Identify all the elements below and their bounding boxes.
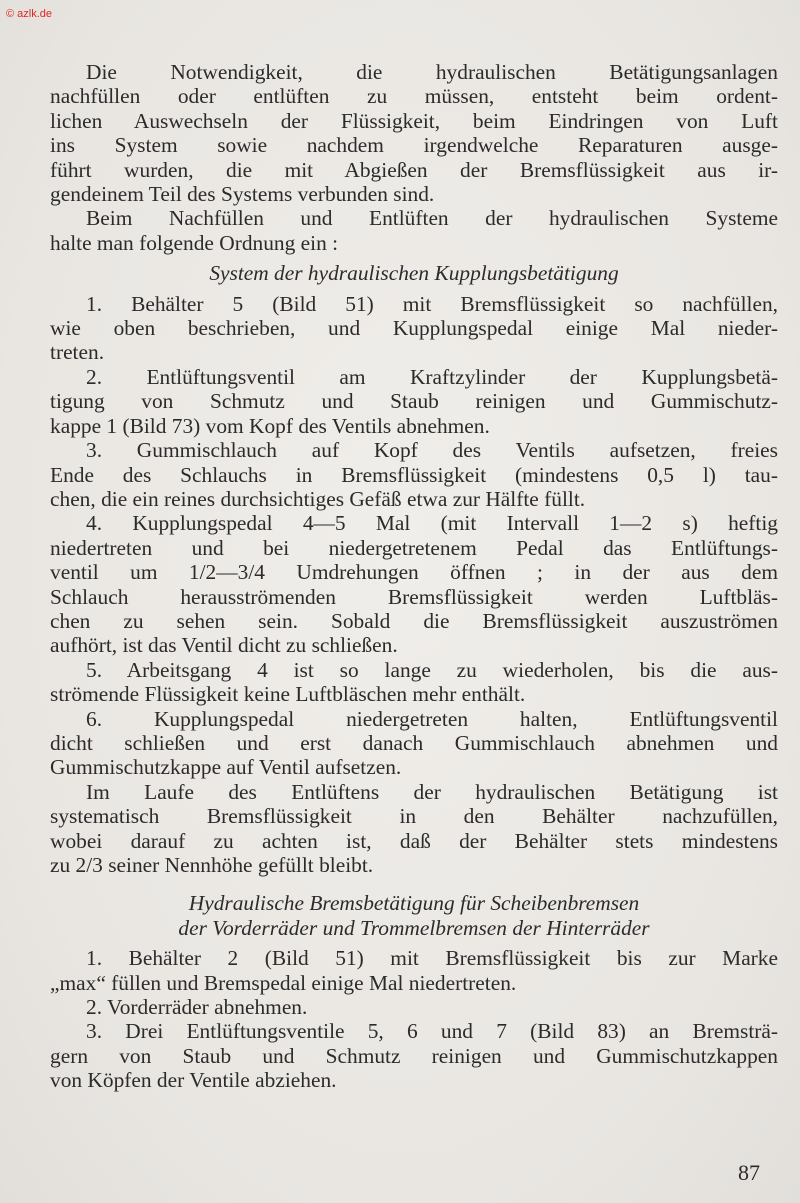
brake-step-1 [50, 946, 778, 995]
text-line: von Köpfen der Ventile abziehen. [50, 1068, 337, 1093]
clutch-step-2 [50, 365, 778, 438]
text-line: systematisch Bremsflüssigkeit in den Behälter nachzufüllen, [50, 804, 778, 829]
text-line: Die Notwendigkeit, die hydraulischen Betätigungsanlagen [86, 60, 778, 84]
text-line: führt wurden, die mit Abgießen der Bremsflüssigkeit aus ir- [50, 157, 778, 182]
clutch-step-6 [50, 707, 778, 780]
text-line: 3. Drei Entlüftungsventile 5, 6 und 7 (Bild 83) an Bremsträ- [86, 1019, 778, 1044]
text-line: zu 2/3 seiner Nennhöhe gefüllt bleibt. [50, 853, 374, 877]
section-heading-brakes-line-2: der Vorderräder und Trommelbremsen der Hinterräder [178, 915, 650, 940]
text-line: tigung von Schmutz und Staub reinigen und Gummischutz- [50, 389, 778, 414]
text-line: dicht schließen und erst danach Gummischlauch abnehmen und [50, 730, 778, 755]
text-line: chen zu sehen sein. Sobald die Bremsflüssigkeit auszuströmen [50, 608, 778, 633]
text-line: gern von Staub und Schmutz reinigen und Gummischutzkappen [50, 1043, 778, 1068]
text-line: kappe 1 (Bild 73) vom Kopf des Ventils abnehmen. [50, 413, 490, 438]
text-line: lichen Auswechseln der Flüssigkeit, beim Eindringen von Luft [50, 108, 778, 133]
text-line: ins System sowie nachdem irgendwelche Reparaturen ausge- [50, 133, 778, 158]
text-line: 3. Gummischlauch auf Kopf des Ventils aufsetzen, freies [86, 438, 778, 463]
text-line: Im Laufe des Entlüftens der hydraulischen Betätigung ist [86, 779, 778, 804]
text-line: „max“ füllen und Bremspedal einige Mal niedertreten. [50, 970, 517, 995]
brake-step-2 [50, 995, 778, 1019]
text-line: 1. Behälter 2 (Bild 51) mit Bremsflüssigkeit bis zur Marke [86, 946, 778, 971]
brake-step-3 [50, 1019, 778, 1092]
clutch-step-4 [50, 511, 778, 657]
section-heading-brakes-line-1: Hydraulische Bremsbetätigung für Scheibenbremsen [188, 891, 640, 916]
text-line: 1. Behälter 5 (Bild 51) mit Bremsflüssigkeit so nachfüllen, [86, 291, 778, 316]
text-line: wobei darauf zu achten ist, daß der Behälter stets mindestens [50, 828, 778, 853]
intro-paragraph-1 [50, 60, 778, 206]
text-line: nachfüllen oder entlüften zu müssen, entsteht beim ordent- [50, 84, 778, 109]
text-line: aufhört, ist das Ventil dicht zu schließen. [50, 633, 398, 658]
clutch-step-5 [50, 658, 778, 707]
text-line: halte man folgende Ordnung ein : [50, 230, 339, 255]
text-line: Gummischutzkappe auf Ventil aufsetzen. [50, 755, 402, 780]
text-line: chen, die ein reines durchsichtiges Gefäß etwa zur Hälfte füllt. [50, 486, 586, 511]
intro-paragraph-2 [50, 206, 778, 255]
section-heading-clutch: System der hydraulischen Kupplungsbetätigung [209, 261, 619, 286]
clutch-step-1 [50, 292, 778, 365]
text-line: wie oben beschrieben, und Kupplungspedal einige Mal nieder- [50, 316, 778, 341]
text-line: Beim Nachfüllen und Entlüften der hydraulischen Systeme [86, 206, 778, 231]
text-line: 2. Vorderräder abnehmen. [86, 995, 308, 1020]
text-line: gendeinem Teil des Systems verbunden sind. [50, 182, 435, 207]
text-line: strömende Flüssigkeit keine Luftbläschen mehr enthält. [50, 682, 526, 707]
text-line: 6. Kupplungspedal niedergetreten halten, Entlüftungsventil [86, 706, 778, 731]
text-line: Schlauch herausströmenden Bremsflüssigkeit werden Luftbläs- [50, 584, 778, 609]
text-line: niedertreten und bei niedergetretenem Pedal das Entlüftungs- [50, 535, 778, 560]
text-line: 5. Arbeitsgang 4 ist so lange zu wiederholen, bis die aus- [86, 657, 778, 682]
clutch-note [50, 780, 778, 878]
body-text [50, 60, 778, 1093]
clutch-step-3 [50, 438, 778, 511]
text-line: ventil um 1/2—3/4 Umdrehungen öffnen ; in der aus dem [50, 560, 778, 585]
text-line: 2. Entlüftungsventil am Kraftzylinder der Kupplungsbetä- [86, 364, 778, 389]
watermark: © azlk.de [6, 8, 53, 20]
text-line: Ende des Schlauchs in Bremsflüssigkeit (mindestens 0,5 l) tau- [50, 462, 778, 487]
page-number: 87 [738, 1160, 760, 1185]
text-line: 4. Kupplungspedal 4—5 Mal (mit Intervall 1—2 s) heftig [86, 511, 778, 536]
text-line: treten. [50, 340, 105, 365]
